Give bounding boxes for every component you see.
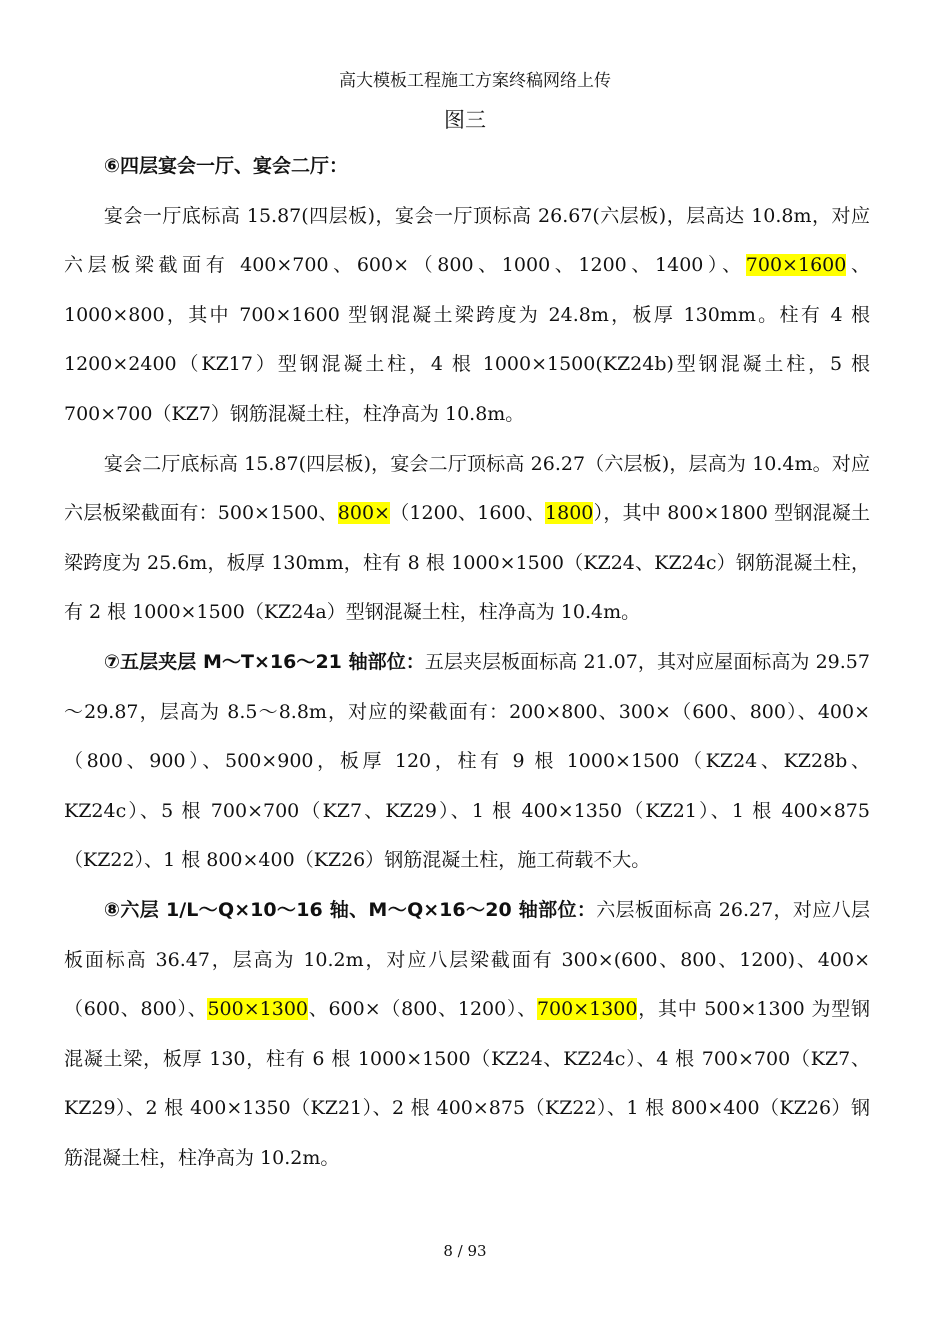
text-run: （1200、1600、 [389,502,546,525]
text-run: 宴会二厅底标高 15.87(四层板)，宴会二厅顶标高 26.27（六层板)，层高为 10.4m。对应六层板梁截面有：500×1500、 [64,452,870,525]
text-run: 宴会一厅底标高 15.87(四层板)，宴会一厅顶标高 26.67(六层板)，层高达 10.8m，对应六层板梁截面有 400×700、600×（800、1000、1200、1400）、 [64,204,870,277]
highlighted-text: 1800 [545,502,594,525]
text-run: 六层板面标高 26.27，对应八层板面标高 36.47，层高为 10.2m，对应八层梁截面有 300×(600、800、1200)、400×（600、800）、 [64,898,870,1021]
document-body [64,142,877,1183]
section-lead-8: ⑧六层 1/L～Q×10～16 轴、M～Q×16～20 轴部位： [103,898,597,921]
paragraph-section-8 [64,886,870,1184]
paragraph-section-7 [64,638,877,886]
highlighted-text: 500×1300 [207,998,308,1021]
text-run: 五层夹层板面标高 21.07，其对应屋面标高为 29.57 ～29.87，层高为 8.5～8.8m，对应的梁截面有：200×800、300×（600、800）、400×（800、900）、500×900，板厚 120，柱有 9 根 1000×1500（KZ24、KZ28b、KZ24c）、5 根 700×700（KZ7、KZ29）、1 根 400×1350（KZ21）、1 根 400×875（KZ22）、1 根 800×400（KZ26）钢筋混凝土柱，施工荷载不大。 [64,650,877,872]
highlighted-text: 700×1600 [745,254,847,277]
document-header: 高大模板工程施工方案终稿网络上传 [339,71,611,91]
highlighted-text: 800× [337,502,390,525]
text-run: ），其中 800×1800 型钢混凝土梁跨度为 25.6m，板厚 130mm，柱有 8 根 1000×1500（KZ24、KZ24c）钢筋混凝土柱，有 2 根 1000×1500（KZ24a）型钢混凝土柱，柱净高为 10.4m。 [64,502,870,624]
section-lead-7: ⑦五层夹层 M～T×16～21 轴部位： [103,650,425,673]
paragraph-banquet-hall-1 [64,192,877,440]
text-run: 、600×（800、1200）、 [308,998,537,1021]
page-number: 8 / 93 [443,1242,487,1260]
highlighted-text: 700×1300 [536,998,638,1021]
text-run: 、1000×800，其中 700×1600 型钢混凝土梁跨度为 24.8m，板厚 130mm。柱有 4 根 1200×2400（KZ17）型钢混凝土柱，4 根 1000×1500(KZ24b)型钢混凝土柱，5 根 700×700（KZ7）钢筋混凝土柱，柱净高为 10.8m。 [64,254,877,425]
figure-title: 图三 [444,108,486,132]
section-heading-6: ⑥四层宴会一厅、宴会二厅： [103,155,348,177]
paragraph-banquet-hall-2 [64,440,870,638]
text-run: ，其中 500×1300 为型钢混凝土梁，板厚 130，柱有 6 根 1000×1500（KZ24、KZ24c）、4 根 700×700（KZ7、KZ29）、2 根 400×1350（KZ21）、2 根 400×875（KZ22）、1 根 800×400（KZ26）钢筋混凝土柱，柱净高为 10.2m。 [64,998,870,1169]
